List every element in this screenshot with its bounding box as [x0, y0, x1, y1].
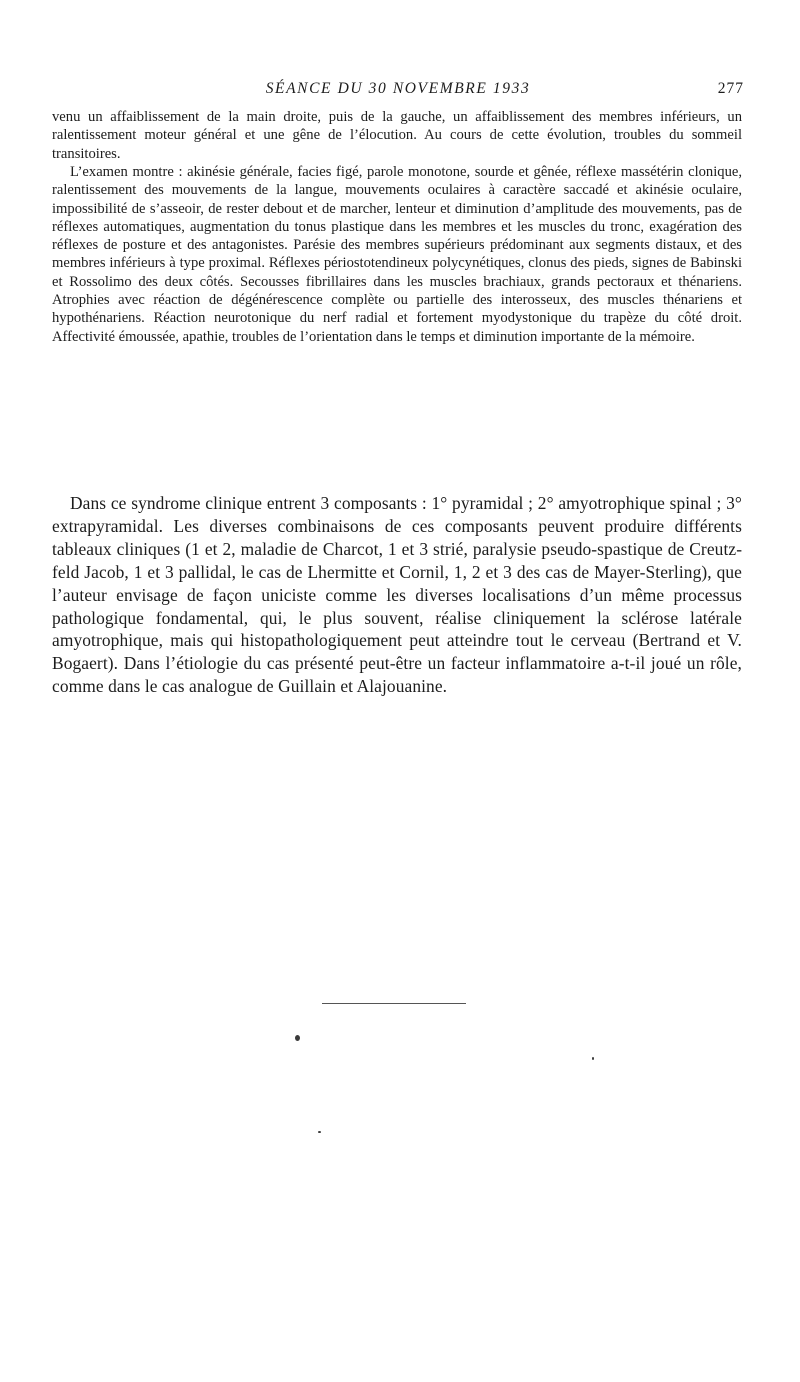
- end-rule: [322, 1003, 466, 1004]
- page-header: [52, 80, 744, 104]
- ink-speck: [592, 1057, 594, 1060]
- ink-speck: [295, 1035, 300, 1041]
- page-number: 277: [717, 80, 744, 97]
- running-title: SÉANCE DU 30 NOVEMBRE 1933: [265, 80, 531, 97]
- paragraph-continuation: venu un affaiblissement de la main droite, puis de la gauche, un affaiblissement des membres inférieurs, un ralentissement moteur général et une gêne de l’élocution. Au cours de cette évolution, troubles du sommeil transitoires.: [52, 109, 742, 162]
- paragraph-discussion: Dans ce syndrome clinique entrent 3 composants : 1° pyramidal ; 2° amyotrophique spinal ; 3° extrapyramidal. Les diverses combinaisons de ces composants peuvent produire différents tableaux cliniques (1 et 2, maladie de Charcot, 1 et 3 strié, paralysie pseudo-spastique de Creutzfeld Jacob, 1 et 3 pallidal, le cas de Lhermitte et Cornil, 1, 2 et 3 des cas de Mayer-Sterling), que l’auteur envisage de façon uniciste comme les diverses localisations d’un même processus pathologique fondamental, qui, le plus souvent, réalise cliniquement la sclérose latérale amyotrophique, mais qui histopathologiquement peut atteindre tout le cerveau (Bertrand et V. Bogaert). Dans l’étiologie du cas présenté peut-être un facteur inflammatoire a-t-il joué un rôle, comme dans le cas analogue de Guillain et Alajouanine.: [52, 493, 742, 697]
- paragraph-examination: L’examen montre : akinésie générale, facies figé, parole monotone, sourde et gênée, réflexe massétérin clonique, ralentissement des mouvements de la langue, mouvements oculaires à caractère saccadé et akinésie oculaire, impossibilité de s’asseoir, de rester debout et de marcher, lenteur et diminution d’amplitude des mouvements, pas de réflexes automatiques, augmentation du tonus plastique dans les membres et les muscles du tronc, exagération des réflexes de posture et des antagonistes. Parésie des membres supérieurs prédominant aux segments distaux, et des membres inférieurs à type proximal. Réflexes périostotendineux polycynétiques, clonus des pieds, signes de Babinski et Rossolimo des deux côtés. Secousses fibrillaires dans les muscles brachiaux, grands pectoraux et thénariens. Atrophies avec réaction de dégénérescence complète ou partielle des interosseux, des muscles thénariens et hypothénariens. Réaction neurotonique du nerf radial et fortement myodystonique du trapèze du côté droit. Affectivité émoussée, apathie, troubles de l’orientation dans le temps et diminution importante de la mémoire.: [52, 164, 742, 345]
- ink-speck: [318, 1131, 321, 1133]
